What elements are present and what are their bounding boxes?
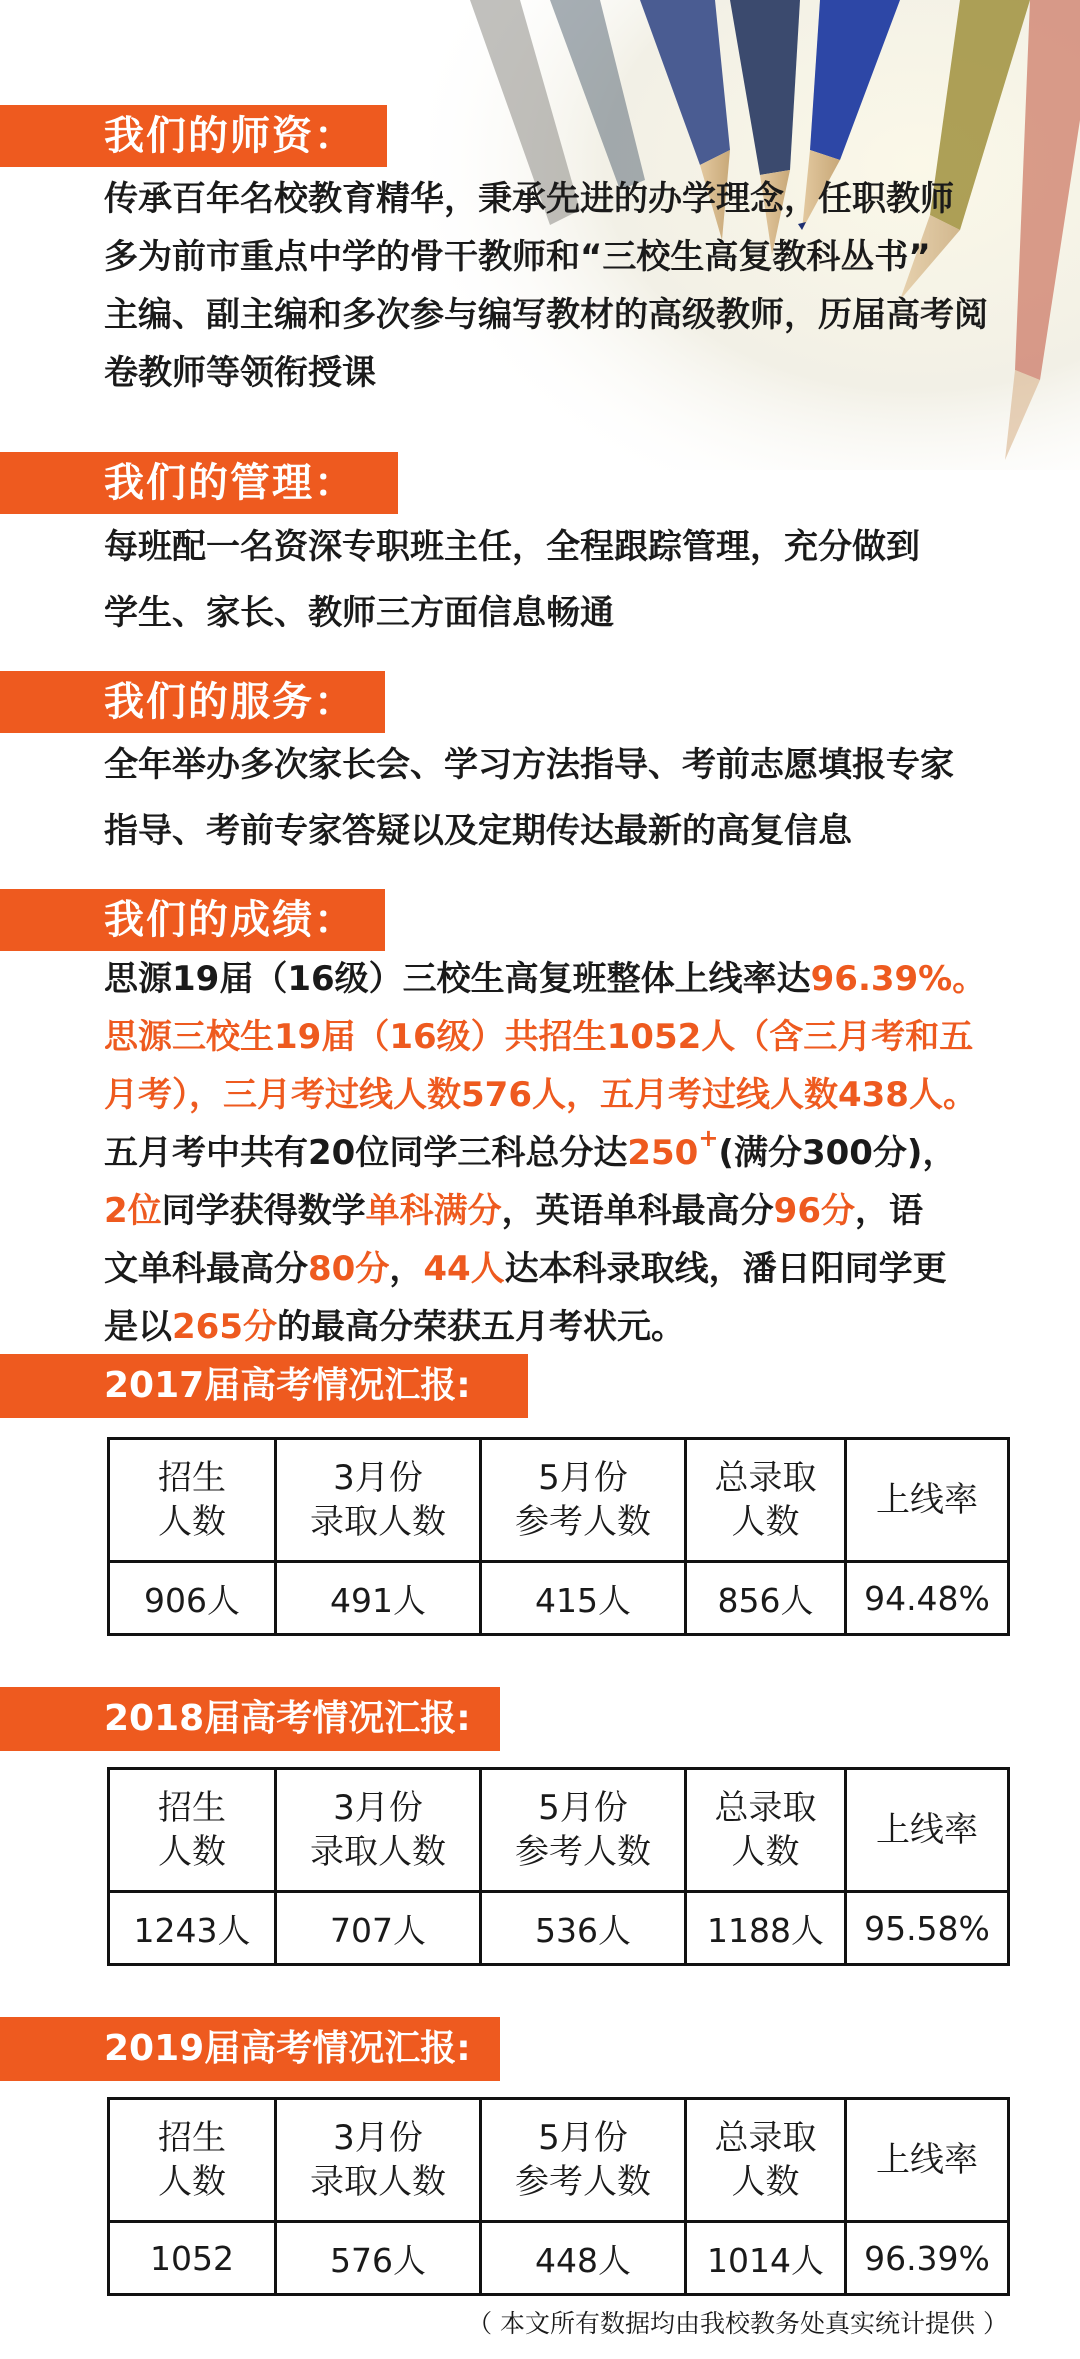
text-line: 指导、考前专家答疑以及定期传达最新的高复信息 (104, 811, 852, 851)
header-cell: 上线率 (846, 1439, 1009, 1562)
value-cell: 94.48% (846, 1562, 1009, 1635)
footnote: （ 本文所有数据均由我校教务处真实统计提供 ） (467, 2309, 1008, 2338)
text-line: 思源19届（16级）三校生高复班整体上线率达96.39%。 (104, 959, 987, 999)
section-header-faculty: 我们的师资： (0, 105, 387, 167)
table-row (109, 1562, 1009, 1635)
header-cell: 招生 人数 (109, 2099, 276, 2222)
report-header-2018: 2018届高考情况汇报: (0, 1687, 500, 1751)
value-cell: 491人 (276, 1562, 481, 1635)
text-line: 多为前市重点中学的骨干教师和“三校生高复教科丛书” (104, 237, 931, 277)
value-cell: 856人 (686, 1562, 846, 1635)
text-line: 每班配一名资深专职班主任，全程跟踪管理，充分做到 (104, 527, 920, 567)
text-line: 学生、家长、教师三方面信息畅通 (104, 593, 614, 633)
header-cell: 总录取 人数 (686, 1769, 846, 1892)
value-cell: 415人 (481, 1562, 686, 1635)
service-paragraph (104, 736, 1004, 860)
text-line: 传承百年名校教育精华，秉承先进的办学理念，任职教师 (104, 179, 954, 219)
value-cell: 1188人 (686, 1892, 846, 1965)
section-header-results: 我们的成绩： (0, 889, 385, 951)
header-cell: 招生 人数 (109, 1769, 276, 1892)
header-cell: 3月份 录取人数 (276, 2099, 481, 2222)
text-line: 月考），三月考过线人数576人，五月考过线人数438人。 (104, 1075, 977, 1115)
value-cell: 1014人 (686, 2222, 846, 2295)
report-header-2017: 2017届高考情况汇报: (0, 1354, 528, 1418)
report-table-2018 (107, 1767, 1010, 1966)
table-header-row (109, 1769, 1009, 1892)
value-cell: 448人 (481, 2222, 686, 2295)
value-cell: 906人 (109, 1562, 276, 1635)
header-cell: 招生 人数 (109, 1439, 276, 1562)
text-line: 全年举办多次家长会、学习方法指导、考前志愿填报专家 (104, 745, 954, 785)
text-line: 五月考中共有20位同学三科总分达250+(满分300分)， (104, 1124, 957, 1173)
value-cell: 536人 (481, 1892, 686, 1965)
report-table-2017 (107, 1437, 1010, 1636)
header-cell: 3月份 录取人数 (276, 1769, 481, 1892)
value-cell: 95.58% (846, 1892, 1009, 1965)
section-header-service: 我们的服务： (0, 671, 385, 733)
value-cell: 1243人 (109, 1892, 276, 1965)
header-cell: 5月份 参考人数 (481, 2099, 686, 2222)
text-line: 思源三校生19届（16级）共招生1052人（含三月考和五 (104, 1017, 974, 1057)
faculty-paragraph (104, 170, 1004, 402)
header-cell: 5月份 参考人数 (481, 1439, 686, 1562)
table-row (109, 2222, 1009, 2295)
header-cell: 5月份 参考人数 (481, 1769, 686, 1892)
section-header-management: 我们的管理： (0, 452, 398, 514)
value-cell: 576人 (276, 2222, 481, 2295)
value-cell: 707人 (276, 1892, 481, 1965)
text-line: 2位同学获得数学单科满分，英语单科最高分96分，语 (104, 1191, 923, 1231)
text-line: 是以265分的最高分荣获五月考状元。 (104, 1307, 685, 1347)
header-cell: 总录取 人数 (686, 1439, 846, 1562)
table-header-row (109, 1439, 1009, 1562)
header-cell: 3月份 录取人数 (276, 1439, 481, 1562)
table-row (109, 1892, 1009, 1965)
report-table-2019 (107, 2097, 1010, 2296)
table-header-row (109, 2099, 1009, 2222)
header-cell: 上线率 (846, 2099, 1009, 2222)
header-cell: 上线率 (846, 1769, 1009, 1892)
value-cell: 96.39% (846, 2222, 1009, 2295)
results-paragraph (104, 950, 1004, 1356)
text-line: 卷教师等领衔授课 (104, 353, 376, 393)
header-cell: 总录取 人数 (686, 2099, 846, 2222)
value-cell: 1052 (109, 2222, 276, 2295)
text-line: 主编、副主编和多次参与编写教材的高级教师，历届高考阅 (104, 295, 988, 335)
management-paragraph (104, 518, 1004, 642)
text-line: 文单科最高分80分，44人达本科录取线，潘日阳同学更 (104, 1249, 947, 1289)
report-header-2019: 2019届高考情况汇报: (0, 2017, 500, 2081)
